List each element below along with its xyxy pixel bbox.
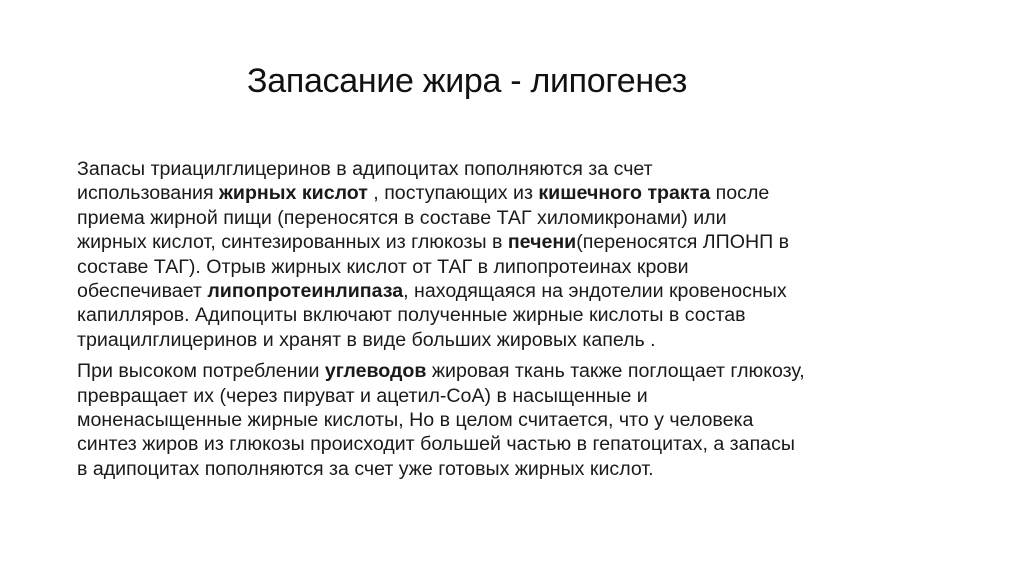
text-run: , поступающих из bbox=[367, 182, 539, 205]
text-run: приема жирной пищи (переносятся в составе ТАГ хиломикронами) или bbox=[77, 206, 727, 229]
paragraph-1 bbox=[77, 157, 977, 352]
paragraph-2-line-2 bbox=[77, 384, 977, 408]
paragraph-1-line-5 bbox=[77, 255, 977, 279]
bold-term-carbohydrates: углеводов bbox=[324, 360, 427, 383]
text-run: жировая ткань также поглощает глюкозу, bbox=[426, 360, 805, 383]
paragraph-1-line-2 bbox=[77, 181, 977, 205]
text-run: использования bbox=[77, 182, 220, 205]
paragraph-2 bbox=[77, 359, 977, 481]
slide-title-text: Запасание жира - липогенез bbox=[246, 62, 687, 100]
text-run: в адипоцитах пополняются за счет уже готовых жирных кислот. bbox=[77, 457, 654, 480]
text-run: капилляров. Адипоциты включают полученные жирные кислоты в состав bbox=[77, 304, 746, 327]
paragraph-1-line-1 bbox=[77, 157, 977, 181]
text-run: , находящаяся на эндотелии кровеносных bbox=[403, 280, 787, 303]
text-run: после bbox=[710, 182, 770, 205]
text-run: моненасыщенные жирные кислоты, Но в целом считается, что у человека bbox=[77, 409, 754, 432]
text-run: жирных кислот, синтезированных из глюкозы в bbox=[77, 231, 508, 254]
bold-term-fatty-acids: жирных кислот bbox=[219, 182, 368, 205]
text-run: При высоком потреблении bbox=[77, 360, 325, 383]
text-run: обеспечивает bbox=[77, 280, 208, 303]
paragraph-2-line-5 bbox=[77, 457, 977, 481]
paragraph-1-line-8 bbox=[77, 328, 977, 352]
bold-term-intestinal-tract: кишечного тракта bbox=[538, 182, 711, 205]
text-run: составе ТАГ). Отрыв жирных кислот от ТАГ в липопротеинах крови bbox=[77, 255, 689, 278]
paragraph-2-line-3 bbox=[77, 408, 977, 432]
text-run: Запасы триацилглицеринов в адипоцитах пополняются за счет bbox=[77, 158, 653, 180]
bold-term-lipoprotein-lipase: липопротеинлипаза bbox=[207, 280, 404, 303]
paragraph-1-line-7 bbox=[77, 303, 977, 327]
paragraph-2-line-4 bbox=[77, 432, 977, 456]
text-run: (переносятся ЛПОНП в bbox=[576, 231, 790, 254]
text-run: триацилглицеринов и хранят в виде больших жировых капель . bbox=[77, 328, 656, 351]
paragraph-1-line-3 bbox=[77, 206, 977, 230]
paragraph-2-line-1 bbox=[77, 359, 977, 383]
text-run: синтез жиров из глюкозы происходит большей частью в гепатоцитах, а запасы bbox=[77, 433, 795, 456]
paragraph-1-line-6 bbox=[77, 279, 977, 303]
bold-term-liver: печени bbox=[507, 231, 577, 254]
slide-title bbox=[0, 62, 1024, 101]
paragraph-1-line-4 bbox=[77, 230, 977, 254]
text-run: превращает их (через пируват и ацетил-СоА) в насыщенные и bbox=[77, 384, 648, 407]
slide-body bbox=[77, 157, 977, 488]
